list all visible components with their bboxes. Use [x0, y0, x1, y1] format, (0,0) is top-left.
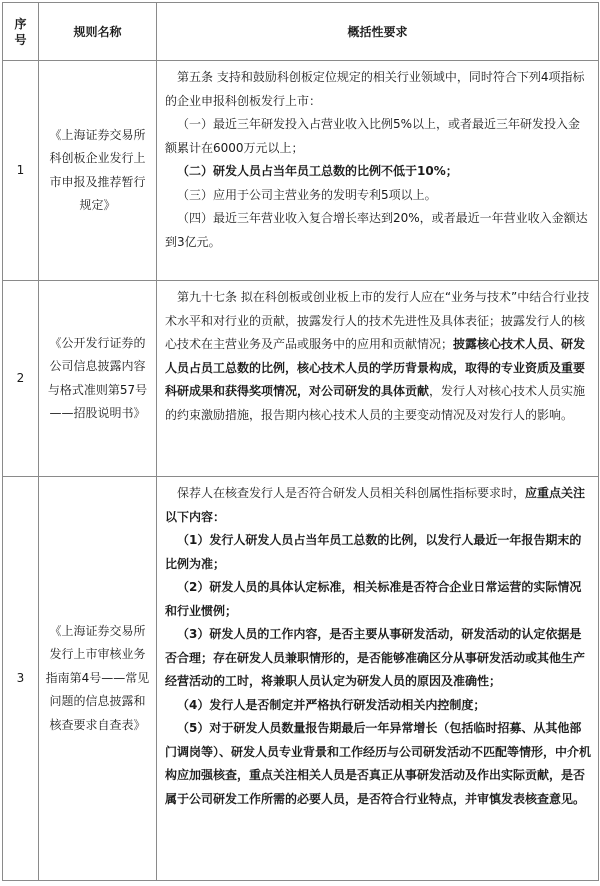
bold-text: （4）发行人是否制定并严格执行研发活动相关内控制度；	[177, 697, 486, 712]
requirement-paragraph	[165, 66, 592, 113]
bold-text: 披露核心技术人员、研发人员占员工总数的比例，核心技术人员的学历背景构成，取得的专业资质及重要科研成果和获得奖项情况，对公司研发的具体贡献	[165, 337, 586, 398]
bold-text: （2）研发人员的具体认定标准，相关标准是否符合企业日常运营的实际情况和行业惯例；	[165, 580, 582, 618]
requirement-paragraph	[165, 113, 592, 160]
bold-text: （二）研发人员占当年员工总数的比例不低于10%；	[177, 164, 458, 178]
requirement-paragraph	[165, 184, 592, 208]
header-row	[3, 3, 599, 61]
requirement-paragraph	[165, 286, 592, 427]
row-index: 2	[3, 281, 39, 477]
bold-text: （1）发行人研发人员占当年员工总数的比例，以发行人最近一年报告期末的比例为准；	[165, 533, 582, 571]
bold-text: （3）研发人员的工作内容，是否主要从事研发活动，研发活动的认定依据是否合理；存在研发人员兼职情形的，是否能够准确区分从事研发活动或其他生产经营活动的工时，将兼职人员认定为研发人员的原因及准确性；	[165, 627, 586, 688]
plain-text: （一）最近三年研发投入占营业收入比例5%以上，或者最近三年研发投入金额累计在6000万元以上；	[165, 117, 581, 155]
requirement-paragraph	[165, 482, 592, 529]
requirement-paragraph	[165, 694, 592, 718]
row-index: 1	[3, 61, 39, 281]
rules-table	[2, 2, 599, 881]
requirement-text	[157, 281, 599, 477]
table-row	[3, 281, 599, 477]
header-requirement: 概括性要求	[157, 3, 599, 61]
requirement-text	[157, 477, 599, 881]
requirement-paragraph	[165, 207, 592, 254]
rule-name: 《公开发行证券的公司信息披露内容与格式准则第57号——招股说明书》	[39, 281, 157, 477]
plain-text: 保荐人在核查发行人是否符合研发人员相关科创属性指标要求时，	[177, 486, 526, 500]
requirement-paragraph	[165, 576, 592, 623]
bold-text: （5）对于研发人员数量报告期最后一年异常增长（包括临时招募、从其他部门调岗等）、研发人员专业背景和工作经历与公司研发活动不匹配等情形，中介机构应加强核查，重点关注相关人员是否真正从事研发活动及作出实际贡献，是否属于公司研发工作所需的必要人员，是否符合行业特点，并审慎发表核查意见。	[165, 721, 592, 806]
requirement-text	[157, 61, 599, 281]
plain-text: ，发行人对核心技术人员实施的约束激励措施，报告期内核心技术人员的主要变动情况及对发行人的影响。	[165, 384, 586, 422]
table-row	[3, 477, 599, 881]
plain-text: 第九十七条 拟在科创板或创业板上市的发行人应在“业务与技术”中结合行业技术水平和对行业的贡献，披露发行人的技术先进性及具体表征；披露发行人的核心技术在主营业务及产品或服务中的应用和贡献情况；	[165, 290, 590, 351]
row-index: 3	[3, 477, 39, 881]
requirement-paragraph	[165, 160, 592, 184]
plain-text: （三）应用于公司主营业务的发明专利5项以上。	[177, 187, 437, 202]
plain-text: 第五条 支持和鼓励科创板定位规定的相关行业领域中，同时符合下列4项指标的企业申报科创板发行上市：	[165, 70, 585, 108]
bold-text: 应重点关注以下内容：	[165, 486, 586, 524]
header-index: 序号	[3, 3, 39, 61]
rule-name: 《上海证券交易所科创板企业发行上市申报及推荐暂行规定》	[39, 61, 157, 281]
plain-text: （四）最近三年营业收入复合增长率达到20%，或者最近一年营业收入金额达到3亿元。	[165, 211, 588, 249]
header-rule-name: 规则名称	[39, 3, 157, 61]
rule-name: 《上海证券交易所发行上市审核业务指南第4号——常见问题的信息披露和核查要求自查表》	[39, 477, 157, 881]
table-row	[3, 61, 599, 281]
requirement-paragraph	[165, 529, 592, 576]
requirement-paragraph	[165, 717, 592, 811]
requirement-paragraph	[165, 623, 592, 694]
